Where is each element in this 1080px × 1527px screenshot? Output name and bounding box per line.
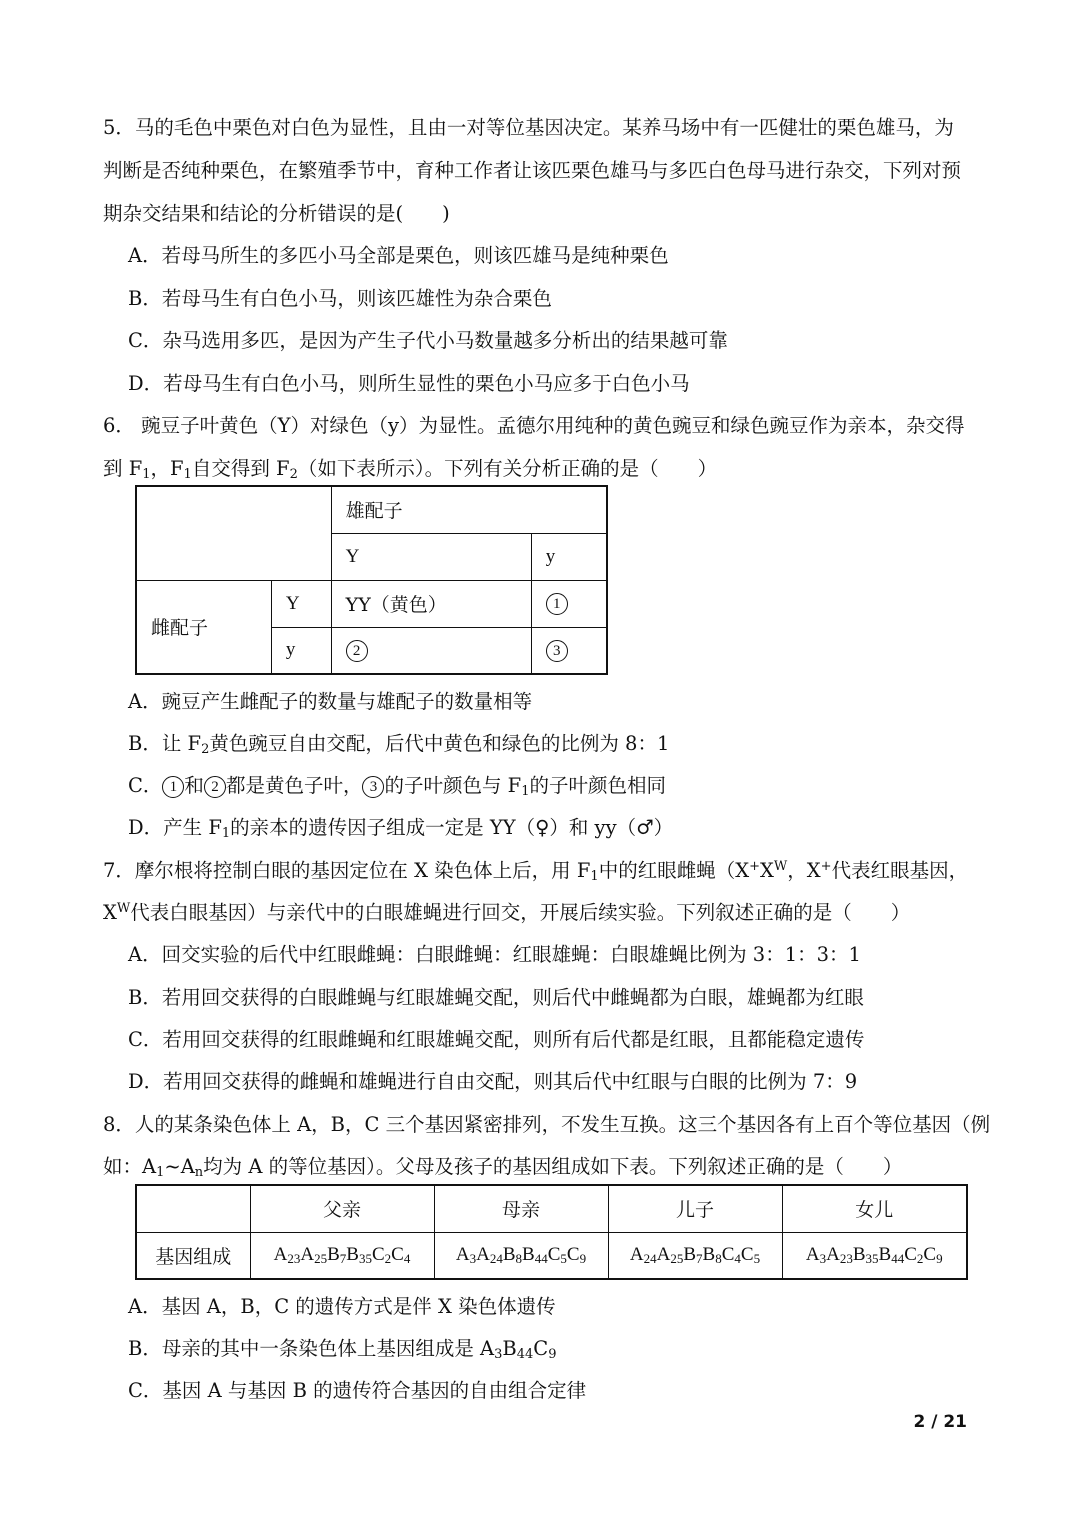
cell-2 [331, 627, 531, 674]
circled-number-2: 2 [346, 640, 368, 662]
q7-option-d: D．若用回交获得的雌蝇和雄蝇进行自由交配，则其后代中红眼与白眼的比例为 7：9 [128, 1070, 858, 1093]
q7-stem-line-1: 7．摩尔根将控制白眼的基因定位在 X 染色体上后，用 $F_1$中的红眼雌蝇（$X^+X^W$，X+代表红眼基因， [103, 859, 969, 884]
q8-option-c: C．基因 A 与基因 B 的遗传符合基因的自由组合定律 [128, 1379, 587, 1402]
q5-stem-line-3: 期杂交结果和结论的分析错误的是( ) [103, 202, 450, 225]
q8-stem-line-1: 8．人的某条染色体上 A，B，C 三个基因紧密排列，不发生互换。这三个基因各有上百个等位基因（例 [103, 1113, 991, 1136]
daughter-genotype: $A_3A_{23}B_{35}B_{44}C_2C_9$ [782, 1232, 967, 1279]
son-genotype: $A_{24}A_{25}B_7B_8C_4C_5$ [608, 1232, 782, 1279]
father-genotype: $A_{23}A_{25}B_7B_{35}C_2C_4$ [250, 1232, 434, 1279]
header-son: 儿子 [608, 1185, 782, 1232]
q8-option-b: B．母亲的其中一条染色体上基因组成是 $A_3B_{44}C_9$ [128, 1337, 557, 1362]
q6-option-c: C． 1 和 2 都是黄色子叶， 3 的子叶颜色与 $F_1$的子叶颜色相同 [128, 774, 666, 799]
circled-number-3: 3 [546, 640, 568, 662]
q6-option-b: B．让 $F_2$黄色豌豆自由交配，后代中黄色和绿色的比例为 8：1 [128, 732, 670, 757]
q5-option-b: B．若母马生有白色小马，则该匹雄性为杂合栗色 [128, 287, 552, 310]
q6-option-a: A．豌豆产生雌配子的数量与雄配子的数量相等 [128, 690, 533, 713]
q6-stem-line-1: 6． 豌豆子叶黄色（Y）对绿色（y）为显性。孟德尔用纯种的黄色豌豆和绿色豌豆作为亲本，杂交得 [103, 414, 965, 437]
male-gamete-y: y [531, 533, 607, 580]
female-gamete-y: y [271, 627, 331, 674]
cell-YY: YY（黄色） [331, 580, 531, 627]
header-daughter: 女儿 [782, 1185, 967, 1232]
genotype-table-corner [136, 1185, 250, 1232]
q6-punnett-table [135, 485, 608, 675]
header-father: 父亲 [250, 1185, 434, 1232]
q8-stem-line-2: 如：$A_1\sim A_n$均为 A 的等位基因）。父母及孩子的基因组成如下表。下列叙述正确的是（ ） [103, 1155, 903, 1180]
page-number: 2 / 21 [913, 1412, 967, 1432]
female-gamete-header: 雌配子 [136, 580, 271, 674]
q7-stem-line-2: $X^W$代表白眼基因）与亲代中的白眼雄蝇进行回交，开展后续实验。下列叙述正确的是（ ） [103, 901, 911, 924]
q8-genotype-table [135, 1184, 968, 1280]
table-corner-cell [136, 486, 331, 580]
q5-stem-line-1: 5．马的毛色中栗色对白色为显性，且由一对等位基因决定。某养马场中有一匹健壮的栗色雄马，为 [103, 116, 954, 139]
cell-1 [531, 580, 607, 627]
q5-option-a: A．若母马所生的多匹小马全部是栗色，则该匹雄马是纯种栗色 [128, 244, 669, 267]
cell-3 [531, 627, 607, 674]
q7-option-b: B．若用回交获得的白眼雌蝇与红眼雄蝇交配，则后代中雌蝇都为白眼，雄蝇都为红眼 [128, 986, 864, 1009]
q7-option-a: A．回交实验的后代中红眼雌蝇：白眼雌蝇：红眼雄蝇：白眼雄蝇比例为 3：1：3：1 [128, 943, 861, 966]
q5-option-d: D．若母马生有白色小马，则所生显性的栗色小马应多于白色小马 [128, 372, 690, 395]
header-mother: 母亲 [434, 1185, 608, 1232]
q6-option-d: D．产生 $F_1$的亲本的遗传因子组成一定是 YY（♀）和 yy（♂） [128, 816, 674, 841]
q5-option-c: C．杂马选用多匹，是因为产生子代小马数量越多分析出的结果越可靠 [128, 329, 728, 352]
mother-genotype: $A_3A_{24}B_8B_{44}C_5C_9$ [434, 1232, 608, 1279]
row-label-genotype: 基因组成 [136, 1232, 250, 1279]
q8-option-a: A．基因 A，B，C 的遗传方式是伴 X 染色体遗传 [128, 1295, 556, 1318]
q5-stem-line-2: 判断是否纯种栗色，在繁殖季节中，育种工作者让该匹栗色雄马与多匹白色母马进行杂交，下列对预 [103, 159, 962, 182]
male-gamete-header: 雄配子 [331, 486, 607, 533]
q7-option-c: C．若用回交获得的红眼雌蝇和红眼雄蝇交配，则所有后代都是红眼，且都能稳定遗传 [128, 1028, 865, 1051]
circled-number-1: 1 [546, 593, 568, 615]
q6-stem-line-2: 到 $F_1$，$F_1$自交得到 $F_2$（如下表所示）。下列有关分析正确的是（ ） [103, 457, 718, 482]
male-gamete-Y: Y [331, 533, 531, 580]
female-gamete-Y: Y [271, 580, 331, 627]
